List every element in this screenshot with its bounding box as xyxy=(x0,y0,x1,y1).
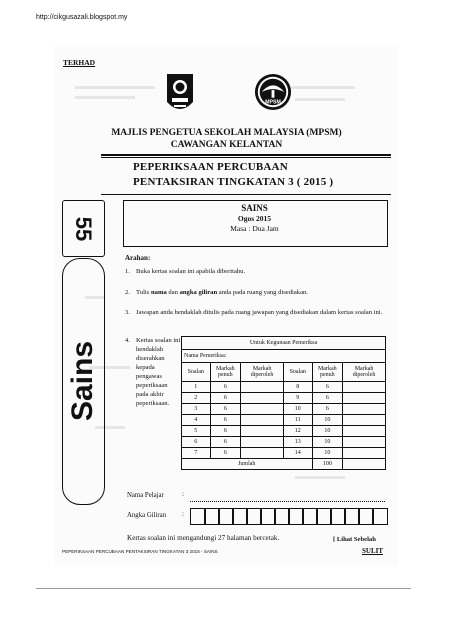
turn-page-note: [ Lihat Sebelah xyxy=(333,536,376,543)
full-marks: 10 xyxy=(312,437,343,448)
table-row xyxy=(182,404,386,415)
mpsm-logo-text: MPSM xyxy=(265,99,281,106)
source-url: http://cikgusazali.blogspot.my xyxy=(36,14,128,21)
instruction-2 xyxy=(136,288,308,297)
marks-obtained-cell[interactable] xyxy=(241,437,284,448)
student-name-field[interactable] xyxy=(190,501,385,502)
instruction-2-pre: Tulis xyxy=(136,289,151,296)
question-number: 4 xyxy=(182,415,211,426)
full-marks: 6 xyxy=(210,393,241,404)
marks-obtained-cell[interactable] xyxy=(343,415,386,426)
examiner-name-label: Nama Pemeriksa: xyxy=(182,350,386,363)
student-name-label: Nama Pelajar xyxy=(127,492,164,499)
instruction-3: Jawapan anda hendaklah ditulis pada ruang jawapan yang disediakan dalam kertas soalan ini. xyxy=(136,309,383,316)
examiner-table-title: Untuk Kegunaan Pemeriksa xyxy=(182,337,386,350)
divider xyxy=(101,157,391,158)
page-count-note: Kertas soalan ini mengandungi 27 halaman bercetak. xyxy=(127,534,280,542)
instruction-1: Buka kertas soalan ini apabila diberitahu. xyxy=(136,268,246,275)
classification-top: TERHAD xyxy=(63,58,96,67)
page-bottom-rule xyxy=(36,588,411,589)
table-row xyxy=(182,448,386,459)
organisation-name: MAJLIS PENGETUA SEKOLAH MALAYSIA (MPSM) xyxy=(111,128,342,138)
footer-line: PEPERIKSAAN PERCUBAAN PENTAKSIRAN TINGKATAN 3 2015 - SAINS xyxy=(62,549,218,554)
question-number: 14 xyxy=(283,448,312,459)
marks-obtained-cell[interactable] xyxy=(343,437,386,448)
table-row xyxy=(182,393,386,404)
table-row xyxy=(182,415,386,426)
marks-obtained-cell[interactable] xyxy=(343,393,386,404)
question-number: 9 xyxy=(283,393,312,404)
full-marks: 6 xyxy=(210,437,241,448)
paper-code-box xyxy=(62,200,105,257)
marks-obtained-cell[interactable] xyxy=(241,415,284,426)
question-number: 13 xyxy=(283,437,312,448)
header-markah-diperoleh: Markah diperoleh xyxy=(241,363,284,382)
index-number-label: Angka Giliran xyxy=(127,512,167,519)
exam-title-line2: PENTAKSIRAN TINGKATAN 3 ( 2015 ) xyxy=(133,176,334,188)
exam-duration: Masa : Dua Jam xyxy=(230,224,279,233)
state-crest-logo xyxy=(163,72,197,121)
full-marks: 6 xyxy=(210,448,241,459)
question-number: 5 xyxy=(182,426,211,437)
classification-bottom: SULIT xyxy=(362,547,384,555)
total-row xyxy=(182,459,386,470)
marks-obtained-cell[interactable] xyxy=(343,382,386,393)
question-number: 6 xyxy=(182,437,211,448)
full-marks: 6 xyxy=(210,404,241,415)
total-marks: 100 xyxy=(312,459,343,470)
question-number: 1 xyxy=(182,382,211,393)
marks-obtained-cell[interactable] xyxy=(241,426,284,437)
mpsm-logo xyxy=(254,73,292,116)
marks-obtained-cell[interactable] xyxy=(241,404,284,415)
header-markah-penuh: Markah penuh xyxy=(210,363,241,382)
full-marks: 10 xyxy=(312,448,343,459)
table-row xyxy=(182,437,386,448)
instruction-2-bold-index: angka giliran xyxy=(179,289,218,296)
instruction-2-post: anda pada ruang yang disediakan. xyxy=(217,289,308,296)
instruction-1-num: 1. xyxy=(125,268,130,275)
instruction-2-bold-name: nama xyxy=(150,289,167,296)
table-row xyxy=(182,426,386,437)
header-soalan: Soalan xyxy=(283,363,312,382)
marks-obtained-cell[interactable] xyxy=(241,448,284,459)
organisation-branch: CAWANGAN KELANTAN xyxy=(170,140,283,150)
question-number: 12 xyxy=(283,426,312,437)
full-marks: 6 xyxy=(210,415,241,426)
table-row xyxy=(182,382,386,393)
divider xyxy=(101,194,391,195)
full-marks: 6 xyxy=(312,393,343,404)
full-marks: 6 xyxy=(210,382,241,393)
question-number: 10 xyxy=(283,404,312,415)
subject-side-label: Sains xyxy=(66,340,100,422)
total-obtained-cell[interactable] xyxy=(343,459,386,470)
exam-month: Ogos 2015 xyxy=(237,214,272,223)
subject-name: SAINS xyxy=(241,203,268,213)
subject-side-label-wrap xyxy=(60,340,106,422)
divider xyxy=(101,154,391,156)
marks-obtained-cell[interactable] xyxy=(343,404,386,415)
colon: : xyxy=(182,511,184,518)
marks-obtained-cell[interactable] xyxy=(343,448,386,459)
marks-obtained-cell[interactable] xyxy=(343,426,386,437)
full-marks: 6 xyxy=(312,404,343,415)
instruction-2-mid: dan xyxy=(166,289,180,296)
marks-obtained-cell[interactable] xyxy=(241,382,284,393)
examiner-table xyxy=(181,336,386,470)
instruction-2-num: 2. xyxy=(125,289,130,296)
full-marks: 10 xyxy=(312,426,343,437)
header-soalan: Soalan xyxy=(182,363,211,382)
colon: : xyxy=(182,491,184,498)
marks-obtained-cell[interactable] xyxy=(241,393,284,404)
question-number: 11 xyxy=(283,415,312,426)
instruction-4: Kertas soalan ini hendaklah diserahkan kepada pengawas peperiksaan pada akhir peperiksaan. xyxy=(136,337,181,407)
header-markah-diperoleh: Markah diperoleh xyxy=(343,363,386,382)
header-markah-penuh: Markah penuh xyxy=(312,363,343,382)
full-marks: 6 xyxy=(312,382,343,393)
instruction-4-num: 4. xyxy=(125,337,130,344)
full-marks: 10 xyxy=(312,415,343,426)
question-number: 2 xyxy=(182,393,211,404)
index-digit-box[interactable] xyxy=(372,508,388,525)
instruction-3-num: 3. xyxy=(125,309,130,316)
question-number: 3 xyxy=(182,404,211,415)
total-label: Jumlah xyxy=(182,459,313,470)
full-marks: 6 xyxy=(210,426,241,437)
exam-cover-page xyxy=(55,46,397,566)
question-number: 8 xyxy=(283,382,312,393)
question-number: 7 xyxy=(182,448,211,459)
instructions-heading: Arahan: xyxy=(125,254,151,262)
paper-code: 55 xyxy=(71,216,97,241)
exam-title-line1: PEPERIKSAAN PERCUBAAN xyxy=(133,161,288,173)
